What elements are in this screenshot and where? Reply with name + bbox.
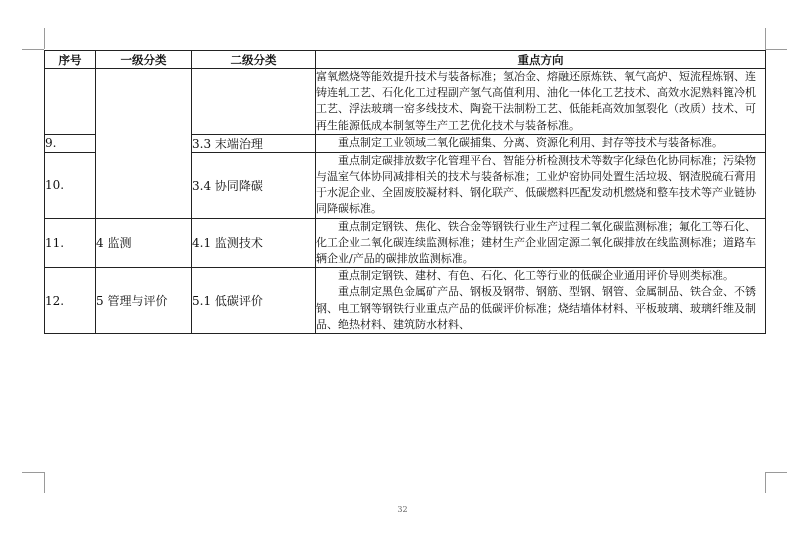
row-focus: [316, 152, 766, 218]
row-serial: 9.: [45, 134, 96, 152]
crop-mark: [765, 28, 766, 49]
crop-mark: [44, 28, 45, 49]
row-serial: [45, 69, 96, 135]
crop-mark: [22, 49, 44, 50]
crop-mark: [765, 49, 787, 50]
row-focus: [316, 134, 766, 152]
crop-mark: [765, 472, 766, 493]
row-level1: 5 管理与评价: [96, 268, 192, 334]
focus-paragraph: 重点制定黑色金属矿产品、钢板及钢带、钢筋、型钢、钢管、金属制品、铁合金、不锈钢、电工钢等钢铁行业重点产品的低碳评价标准；烧结墙体材料、平板玻璃、玻璃纤维及制品、绝热材料、建筑防水材料、: [316, 285, 756, 331]
row-level1: [96, 69, 192, 219]
header-serial: 序号: [45, 51, 96, 69]
row-focus: [316, 218, 766, 268]
focus-paragraph: 重点制定钢铁、焦化、铁合金等钢铁行业生产过程二氧化碳监测标准；氟化工等石化、化工企业二氧化碳连续监测标准；建材生产企业固定源二氧化碳排放在线监测标准；道路车辆企业/产品的碳排放监测标准。: [316, 219, 756, 266]
focus-paragraph: 重点制定碳排放数字化管理平台、智能分析检测技术等数字化绿色化协同标准；污染物与温室气体协同减排相关的技术与装备标准；工业炉窑协同处置生活垃圾、钢渣脱硫石膏用于水泥企业、全固废胶凝材料、钢化联产、低碳燃料匹配发动机燃烧和整车技术等产业链协同降碳标准。: [316, 153, 756, 216]
row-level1: 4 监测: [96, 218, 192, 268]
row-level2: [192, 69, 316, 135]
table-row: [45, 69, 766, 135]
row-level2: 4.1 监测技术: [192, 218, 316, 268]
header-level1: 一级分类: [96, 51, 192, 69]
header-level2: 二级分类: [192, 51, 316, 69]
crop-mark: [44, 472, 45, 493]
focus-paragraph: 重点制定钢铁、建材、有色、石化、化工等行业的低碳企业通用评价导则类标准。: [338, 269, 734, 283]
table-row: [45, 268, 766, 334]
page-number: 32: [397, 505, 408, 514]
row-level2: 3.4 协同降碳: [192, 152, 316, 218]
row-serial: 11.: [45, 218, 96, 268]
crop-mark: [22, 472, 44, 473]
row-focus: [316, 69, 766, 135]
table-row: [45, 218, 766, 268]
focus-paragraph: 富氧燃烧等能效提升技术与装备标准；氢冶金、熔融还原炼铁、氧气高炉、短流程炼钢、连铸连轧工艺、石化化工过程副产氢气高值利用、油化一体化工艺技术、高效水泥熟料篦冷机工艺、浮法玻璃一窑多线技术、陶瓷干法制粉工艺、低能耗高效加氢裂化（改质）技术、可再生能源低成本制氢等生产工艺优化技术与装备标准。: [316, 70, 756, 132]
focus-paragraph: 重点制定工业领域二氧化碳捕集、分离、资源化利用、封存等技术与装备标准。: [338, 136, 723, 150]
header-focus: 重点方向: [316, 51, 766, 69]
row-serial: 10.: [45, 152, 96, 218]
standards-table: [44, 50, 766, 334]
row-serial: 12.: [45, 268, 96, 334]
row-level2: 5.1 低碳评价: [192, 268, 316, 334]
row-level2: 3.3 末端治理: [192, 134, 316, 152]
row-focus: [316, 268, 766, 334]
table-header-row: [45, 51, 766, 69]
crop-mark: [765, 472, 787, 473]
